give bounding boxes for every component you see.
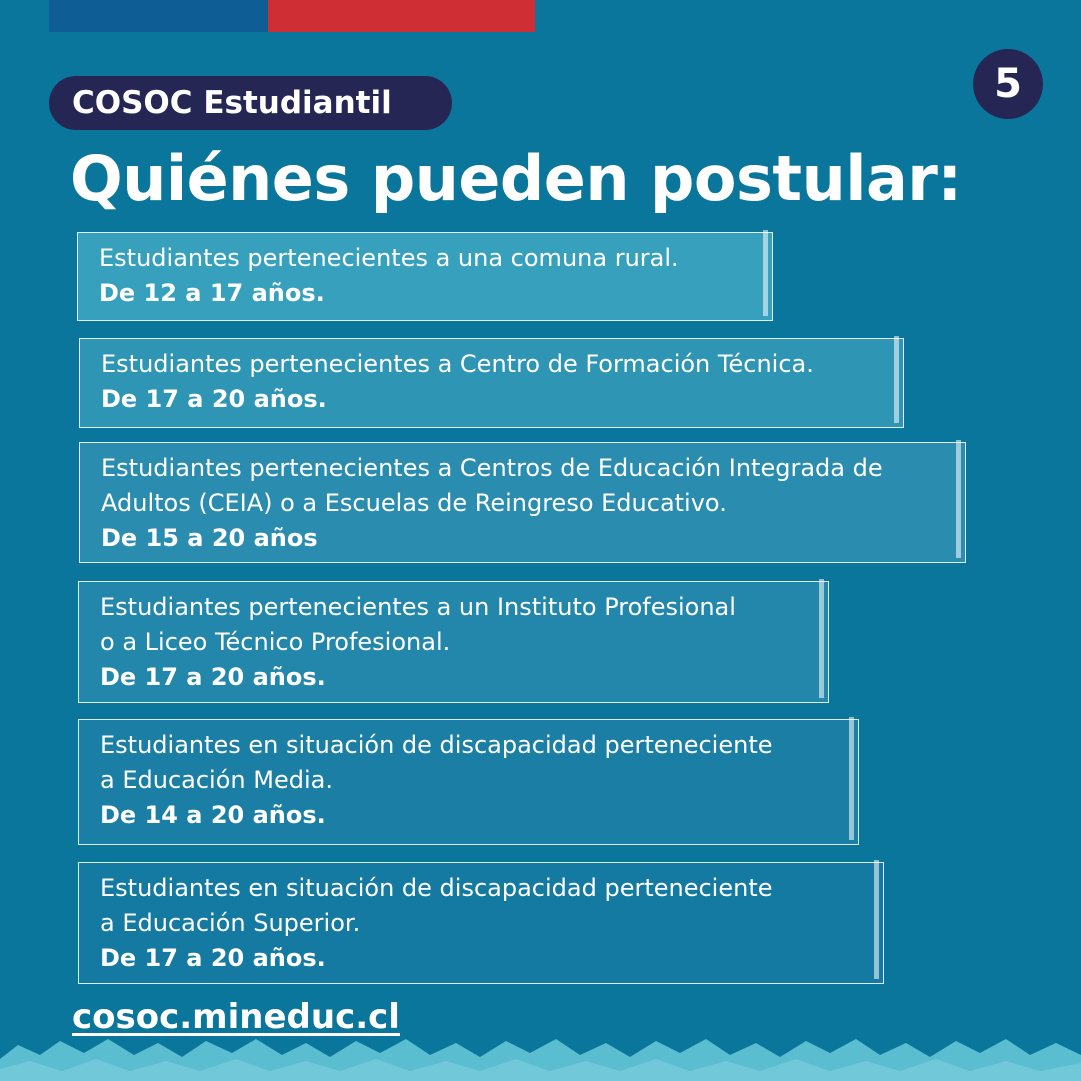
eligibility-card-cft xyxy=(79,338,904,428)
eligibility-card-discapacidad-superior xyxy=(78,862,884,984)
card-description: o a Liceo Técnico Profesional. xyxy=(100,628,451,656)
card-description: a Educación Superior. xyxy=(100,909,361,937)
card-description: Estudiantes pertenecientes a Centros de Educación Integrada de xyxy=(101,454,883,482)
section-tag xyxy=(49,76,452,130)
section-tag-label: COSOC Estudiantil xyxy=(72,85,392,121)
card-description: Estudiantes en situación de discapacidad perteneciente xyxy=(100,731,773,759)
website-link[interactable]: cosoc.mineduc.cl xyxy=(72,997,400,1037)
card-age-range: De 14 a 20 años. xyxy=(100,801,326,829)
card-description: a Educación Media. xyxy=(100,766,333,794)
card-description: Adultos (CEIA) o a Escuelas de Reingreso Educativo. xyxy=(101,489,727,517)
card-age-range: De 17 a 20 años. xyxy=(100,944,326,972)
mountain-decoration xyxy=(0,1035,1081,1081)
page-number-badge xyxy=(973,49,1043,119)
card-description: Estudiantes pertenecientes a un Instituto Profesional xyxy=(100,593,736,621)
page-number: 5 xyxy=(994,61,1022,107)
page-title: Quiénes pueden postular: xyxy=(70,142,962,215)
card-age-range: De 17 a 20 años. xyxy=(100,663,326,691)
card-description: Estudiantes pertenecientes a una comuna rural. xyxy=(99,244,679,272)
card-age-range: De 15 a 20 años xyxy=(101,524,318,552)
eligibility-card-rural xyxy=(77,232,773,321)
eligibility-card-instituto xyxy=(78,581,829,703)
card-age-range: De 12 a 17 años. xyxy=(99,279,325,307)
card-description: Estudiantes en situación de discapacidad perteneciente xyxy=(100,874,773,902)
eligibility-card-ceia xyxy=(79,442,966,563)
flag-stripe-blue xyxy=(49,0,268,32)
card-age-range: De 17 a 20 años. xyxy=(101,385,327,413)
card-description: Estudiantes pertenecientes a Centro de Formación Técnica. xyxy=(101,350,814,378)
eligibility-card-discapacidad-media xyxy=(78,719,859,845)
flag-stripe-red xyxy=(268,0,535,32)
